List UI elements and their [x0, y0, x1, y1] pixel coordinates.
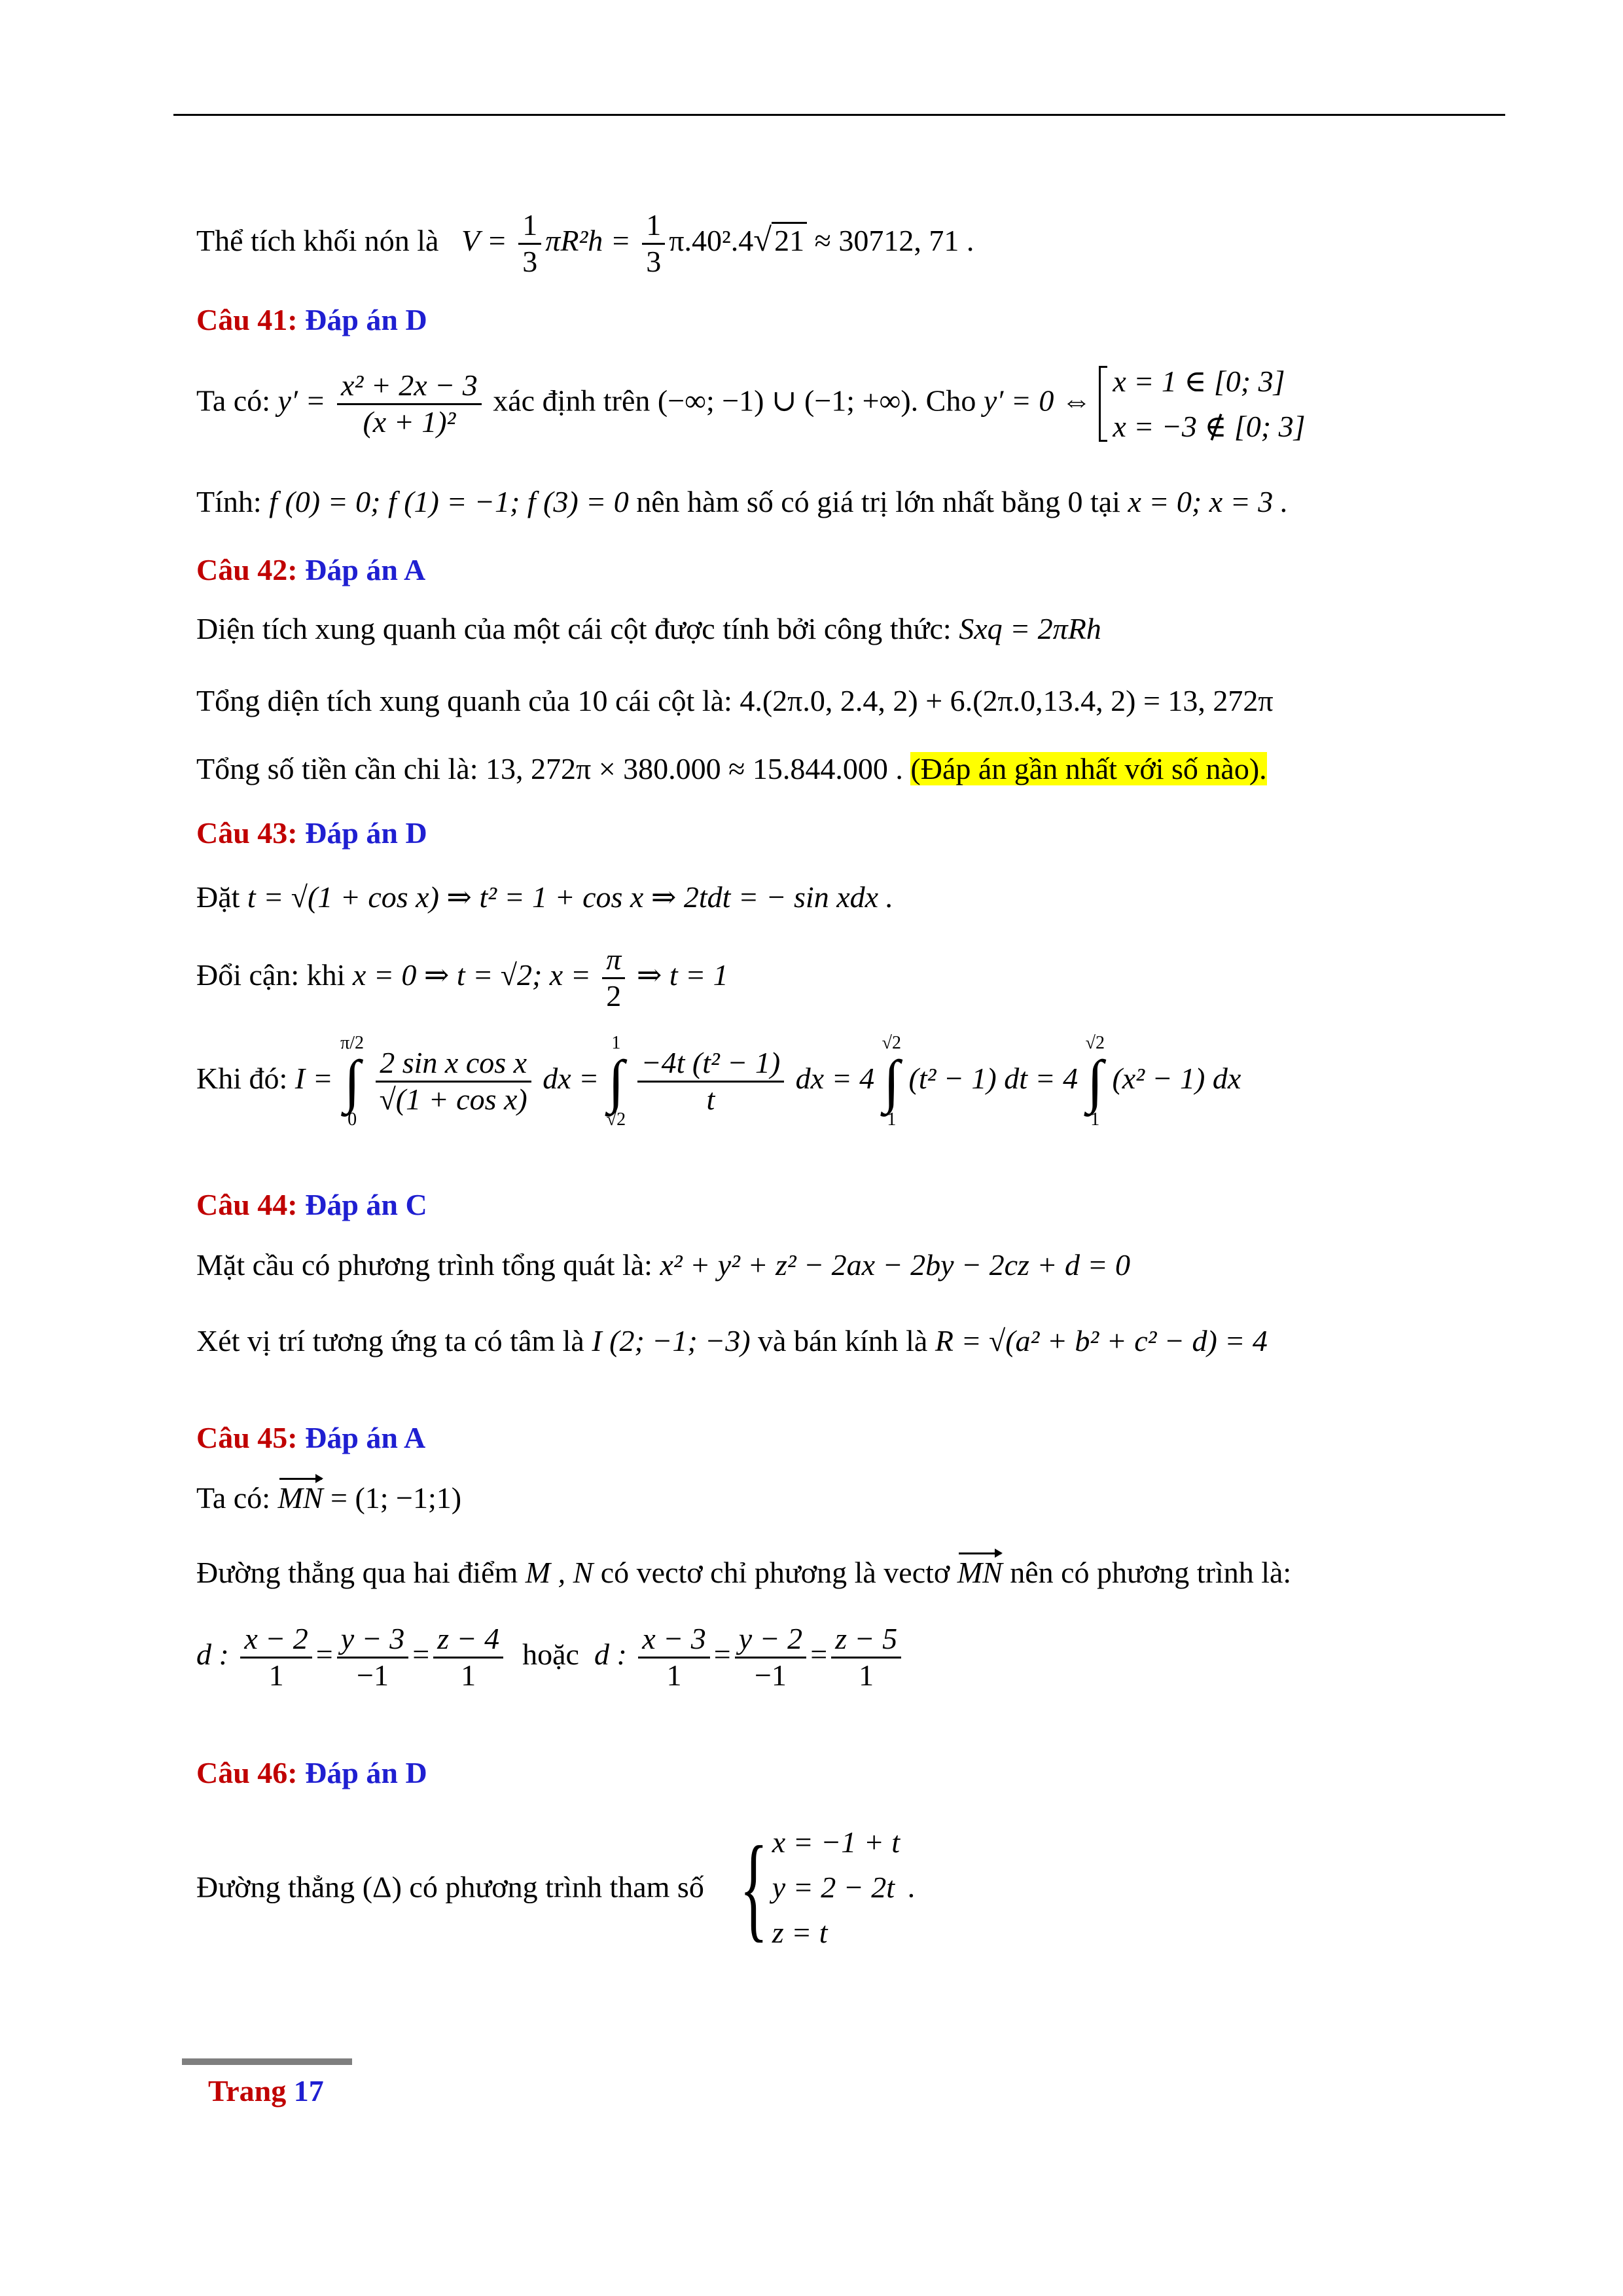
q41-answer: Đáp án D: [305, 303, 427, 336]
q40-end: ≈ 30712, 71 .: [814, 223, 974, 257]
q45-l2-a: Đường thẳng qua hai điểm: [196, 1556, 518, 1589]
q42-l2-text: Tổng diện tích xung quanh của 10 cái cột là:: [196, 684, 732, 717]
q42-l1-formula: Sxq = 2πRh: [959, 612, 1101, 645]
q45-d1-frac1: $\frac{x - 2}{1}$: [240, 1622, 312, 1693]
q43-int2-frac: $\frac{\text{−4t (t² − 1)}}{t}$: [637, 1046, 785, 1117]
frac-one-third-2: $\frac{1}{3}$: [642, 208, 665, 279]
q44-l2-text: Xét vị trí tương ứng ta có tâm là: [196, 1324, 584, 1357]
q45-d1-label: d :: [196, 1637, 229, 1671]
page-footer: [208, 2073, 324, 2108]
footer-label: Trang: [208, 2074, 287, 2108]
q43-line2: [196, 942, 728, 1014]
q44-label: Câu 44:: [196, 1188, 298, 1221]
q46-delta: (Δ): [362, 1870, 402, 1904]
q45-heading: [196, 1423, 425, 1453]
integral-sign-1: π/2 ∫ 0: [340, 1033, 365, 1130]
q42-line2: [196, 686, 1274, 716]
q45-line1: [196, 1483, 461, 1513]
q45-d1-frac2: $\frac{y - 3}{-1}$: [337, 1622, 408, 1693]
q41-l2-prefix: Tính:: [196, 485, 262, 518]
q43-l3-text: Khi đó:: [196, 1062, 288, 1096]
q45-vector-mn: MN: [277, 1481, 323, 1515]
q46-sys2: y = 2 − 2t: [772, 1871, 895, 1904]
q43-l1-formula: t = √(1 + cos x) ⇒ t² = 1 + cos x ⇒ 2tdt = − sin xdx .: [247, 880, 894, 914]
q46-sys1: x = −1 + t: [772, 1825, 901, 1859]
q41-l2-vals: f (0) = 0; f (1) = −1; f (3) = 0: [269, 485, 629, 518]
q41-yprime: y′ =: [277, 384, 326, 418]
q41-cases: [1113, 359, 1305, 449]
q44-answer: Đáp án C: [305, 1188, 427, 1221]
q41-mid: xác định trên: [493, 384, 651, 418]
q42-heading: [196, 555, 425, 585]
q43-l1-text: Đặt: [196, 880, 240, 914]
q41-case-bracket: [1099, 366, 1107, 442]
q45-d2-label: d :: [594, 1637, 627, 1671]
integral-sign-2: 1 ∫ √2: [606, 1033, 626, 1130]
integral-sign-4: √2 ∫ 1: [1085, 1033, 1105, 1130]
q43-dx2: dx = 4: [795, 1062, 875, 1096]
q46-system-brace: {: [740, 1821, 768, 1952]
q44-line1: [196, 1250, 1130, 1280]
q43-answer: Đáp án D: [305, 816, 427, 850]
q42-line1: [196, 614, 1101, 644]
q46-system: [772, 1820, 900, 1955]
q43-label: Câu 43:: [196, 816, 298, 850]
q41-line2: [196, 487, 1288, 517]
q41-case2: x = −3 ∉ [0; 3]: [1113, 410, 1306, 443]
q46-sys3: z = t: [772, 1916, 828, 1949]
q46-label: Câu 46:: [196, 1756, 298, 1789]
header-rule: [173, 114, 1505, 116]
q42-l2-formula: 4.(2π.0, 2.4, 2) + 6.(2π.0,13.4, 2) = 13, 272π: [740, 684, 1274, 717]
q42-l3-formula: 13, 272π × 380.000 ≈ 15.844.000 .: [486, 752, 903, 785]
q41-l2-zero: 0: [1067, 485, 1083, 518]
integral-sign-3: √2 ∫ 1: [882, 1033, 901, 1130]
q42-label: Câu 42:: [196, 553, 298, 586]
q41-case1: x = 1 ∈ [0; 3]: [1113, 365, 1285, 398]
page-number: 17: [293, 2074, 324, 2108]
q41-prefix: Ta có:: [196, 384, 271, 418]
q45-l2-c: nên có phương trình là:: [1010, 1556, 1292, 1589]
q40-rest2: π.40².4: [669, 223, 754, 257]
q40-volume-line: Thể tích khối nón là V = $\frac{1}{3}$ πR²h = $\frac{1}{3}$ π.40².4√21 ≈ 30712, 71 .: [196, 208, 974, 278]
q45-points: M , N: [525, 1556, 594, 1589]
q43-line3: [196, 1034, 1241, 1129]
q44-line2: [196, 1326, 1268, 1356]
q45-l1-text: Ta có:: [196, 1481, 271, 1515]
q42-highlight-note: (Đáp án gần nhất với số nào).: [910, 752, 1267, 785]
q41-label: Câu 41:: [196, 303, 298, 336]
q41-l2-end: x = 0; x = 3 .: [1128, 485, 1289, 518]
q45-line-equations: d : $\frac{x - 2}{1}$ = $\frac{y - 3}{-1}$ = $\frac{z - 4}{1}$ hoặc d : $\frac{x - 3}{1}$ = $\frac{y - 2}{-1}$ = $\frac{z - 5}{1}$: [196, 1622, 905, 1693]
q42-l1-text: Diện tích xung quanh của một cái cột được tính bởi công thức:: [196, 612, 952, 645]
q41-line1: [196, 359, 1306, 449]
q43-l2-b: ⇒ t = 1: [636, 958, 728, 992]
q43-I: I =: [294, 1062, 333, 1096]
q43-dx: dx =: [543, 1062, 599, 1096]
q45-hoac: hoặc: [522, 1637, 579, 1671]
q41-heading: [196, 305, 427, 335]
q44-mid: và bán kính là: [758, 1324, 928, 1357]
q41-domain: (−∞; −1) ∪ (−1; +∞): [657, 384, 911, 418]
q41-eq: y′ = 0 ⇔: [983, 384, 1092, 418]
q44-heading: [196, 1190, 427, 1220]
q41-l2-mid: nên hàm số có giá trị lớn nhất bằng: [636, 485, 1060, 518]
q44-radius: R = √(a² + b² + c² − d) = 4: [935, 1324, 1268, 1357]
q43-int4-body: (x² − 1) dx: [1112, 1062, 1241, 1096]
q42-answer: Đáp án A: [305, 553, 426, 586]
q45-line2: [196, 1558, 1291, 1588]
q45-answer: Đáp án A: [305, 1421, 426, 1454]
q43-heading: [196, 818, 427, 848]
q43-l2-a: x = 0 ⇒ t = √2; x =: [352, 958, 591, 992]
q45-l1-formula: = (1; −1;1): [330, 1481, 462, 1515]
q42-line3: [196, 754, 1267, 784]
q43-int3-body: (t² − 1) dt = 4: [908, 1062, 1079, 1096]
frac-one-third: $\frac{1}{3}$: [518, 208, 541, 279]
q46-l1-b: có phương trình tham số: [409, 1870, 704, 1904]
q41-cho: . Cho: [910, 384, 976, 418]
q46-end: .: [907, 1870, 916, 1904]
q41-l2-tai: tại: [1090, 485, 1120, 518]
q40-lhs: V =: [461, 223, 507, 257]
q44-l1-formula: x² + y² + z² − 2ax − 2by − 2cz + d = 0: [660, 1248, 1131, 1282]
q44-center: I (2; −1; −3): [592, 1324, 751, 1357]
q43-int1-frac: $\frac{\text{2 sin x cos x}}{\text{√(1 + cos x)}}$: [376, 1046, 531, 1117]
q43-line1: [196, 882, 893, 912]
q43-l2-text: Đổi cận: khi: [196, 958, 346, 992]
q40-text: Thể tích khối nón là: [196, 223, 439, 257]
q45-d2-frac2: $\frac{y - 2}{-1}$: [735, 1622, 806, 1693]
q46-answer: Đáp án D: [305, 1756, 427, 1789]
q44-l1-text: Mặt cầu có phương trình tổng quát là:: [196, 1248, 652, 1282]
q45-d2-frac1: $\frac{x - 3}{1}$: [638, 1622, 709, 1693]
q45-l2-b: có vectơ chỉ phương là vectơ: [600, 1556, 950, 1589]
q46-l1-a: Đường thẳng: [196, 1870, 355, 1904]
q45-d2-frac3: $\frac{z - 5}{1}$: [831, 1622, 901, 1693]
q45-label: Câu 45:: [196, 1421, 298, 1454]
q41-derivative-frac: $\frac{\text{x² + 2x − 3}}{\text{(x + 1)²}}$: [337, 368, 482, 440]
q40-root: 21: [772, 222, 807, 257]
q46-line1: [196, 1820, 915, 1955]
q42-l3-text: Tổng số tiền cần chi là:: [196, 752, 478, 785]
q46-heading: [196, 1758, 427, 1788]
q40-rest: πR²h =: [545, 223, 631, 257]
q45-vector-mn-2: MN: [957, 1556, 1003, 1589]
q45-d1-frac3: $\frac{z - 4}{1}$: [433, 1622, 503, 1693]
q43-pi-half: $\frac{\pi}{2}$: [602, 942, 625, 1014]
footer-rule: [182, 2058, 352, 2065]
